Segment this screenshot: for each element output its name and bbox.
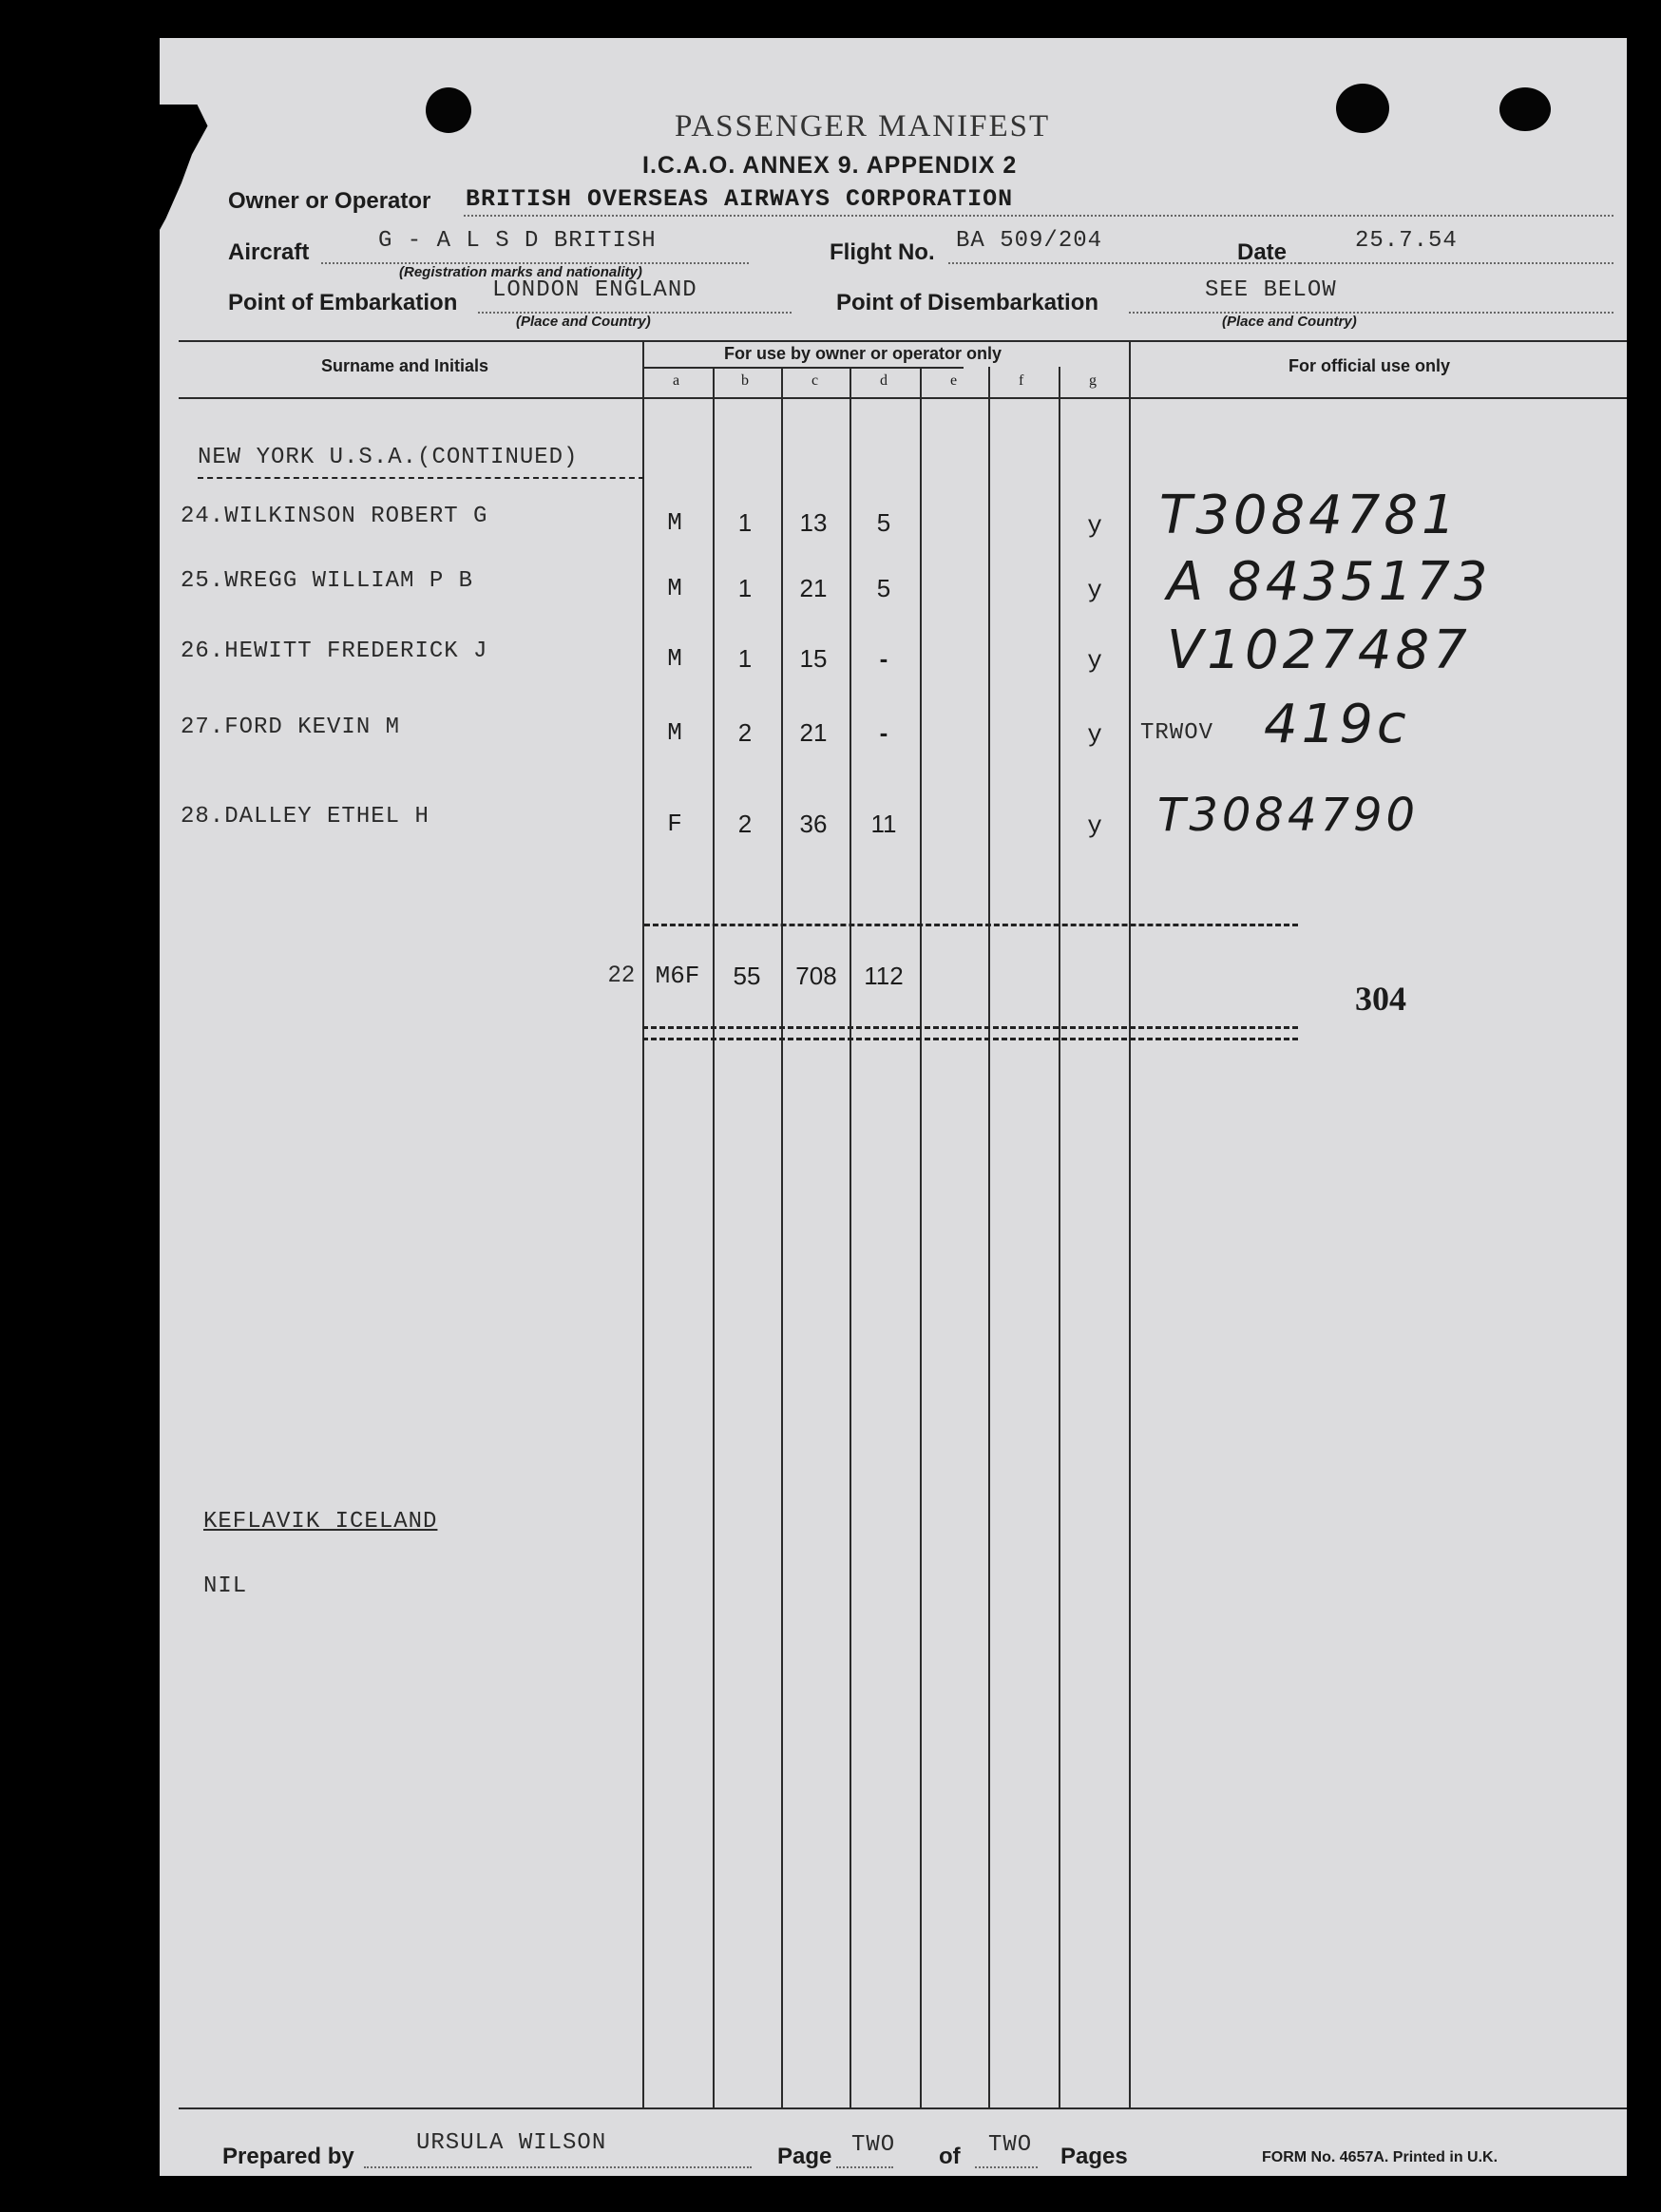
cell-b: 1	[737, 644, 753, 673]
section-heading-keflavik: KEFLAVIK ICELAND	[203, 1509, 438, 1535]
col-divider-bc	[781, 367, 783, 2107]
cell-c: 15	[799, 644, 828, 673]
disembarkation-label: Point of Disembarkation	[836, 290, 1099, 315]
footer-rule	[179, 2107, 1627, 2109]
cell-a: M	[667, 644, 682, 673]
official-passport-no: T3084790	[1157, 789, 1420, 842]
official-header: For official use only	[1289, 356, 1451, 375]
owner-dotted-line	[464, 215, 1613, 217]
official-passport-no: A 8435173	[1167, 551, 1492, 613]
cell-g: y	[1087, 811, 1102, 840]
cell-g: y	[1087, 576, 1102, 604]
cell-d: -	[879, 644, 888, 673]
owner-label: Owner or Operator	[228, 188, 431, 214]
cell-b: 2	[737, 810, 753, 838]
col-letter-c: c	[811, 372, 819, 389]
passenger-name: 24.WILKINSON ROBERT G	[181, 504, 488, 529]
page-dotted-line	[836, 2166, 893, 2168]
form-title: PASSENGER MANIFEST	[675, 109, 1051, 143]
totals-official: 304	[1355, 980, 1406, 1018]
cell-g: y	[1087, 646, 1102, 675]
form-subtitle: I.C.A.O. ANNEX 9. APPENDIX 2	[642, 152, 1018, 179]
passenger-name: 28.DALLEY ETHEL H	[181, 804, 430, 830]
cell-b: 1	[737, 508, 753, 537]
punch-hole-middle	[1336, 84, 1389, 133]
official-passport-no: 419c	[1264, 694, 1410, 755]
cell-a: F	[667, 810, 682, 838]
passenger-name: 27.FORD KEVIN M	[181, 715, 401, 740]
aircraft-value: G - A L S D BRITISH	[378, 228, 657, 254]
cell-a: M	[667, 574, 682, 602]
totals-c: 708	[795, 962, 837, 990]
of-value: TWO	[988, 2132, 1033, 2158]
punch-hole-right	[1499, 87, 1551, 131]
embarkation-label: Point of Embarkation	[228, 290, 458, 315]
totals-top-rule	[644, 924, 1298, 926]
date-label: Date	[1237, 239, 1288, 265]
official-typed-note: TRWOV	[1140, 720, 1214, 746]
cell-c: 36	[799, 810, 828, 838]
col-letter-e: e	[950, 372, 958, 389]
section-heading-new-york: NEW YORK U.S.A.(CONTINUED)	[198, 445, 579, 470]
col-letter-f: f	[1019, 372, 1024, 389]
cell-a: M	[667, 718, 682, 747]
totals-bottom-rule-2	[642, 1038, 1298, 1040]
embarkation-note: (Place and Country)	[516, 314, 651, 330]
page-label: Page	[777, 2144, 832, 2169]
col-divider-name	[642, 340, 644, 2107]
prepared-by-dotted-line	[364, 2166, 752, 2168]
cell-b: 2	[737, 718, 753, 747]
disembarkation-note: (Place and Country)	[1222, 314, 1357, 330]
manifest-page	[160, 38, 1627, 2176]
owner-value: BRITISH OVERSEAS AIRWAYS CORPORATION	[466, 185, 1014, 213]
totals-b: 55	[733, 962, 761, 990]
cell-g: y	[1087, 511, 1102, 540]
form-info: FORM No. 4657A. Printed in U.K.	[1262, 2149, 1499, 2165]
flight-label: Flight No.	[830, 239, 935, 265]
cell-d: 11	[870, 810, 897, 838]
torn-corner	[160, 105, 255, 247]
page-value: TWO	[851, 2132, 896, 2158]
section-keflavik-value: NIL	[203, 1573, 248, 1599]
passenger-name: 26.HEWITT FREDERICK J	[181, 639, 488, 664]
operator-subheader-rule	[642, 367, 964, 369]
of-dotted-line	[975, 2166, 1038, 2168]
col-divider-ab	[713, 367, 715, 2107]
col-divider-de	[920, 367, 922, 2107]
passenger-name: 25.WREGG WILLIAM P B	[181, 568, 474, 594]
col-divider-official	[1129, 340, 1131, 2107]
cell-c: 13	[799, 508, 828, 537]
surname-header: Surname and Initials	[321, 356, 489, 375]
embarkation-value: LONDON ENGLAND	[492, 277, 697, 303]
col-letter-b: b	[741, 372, 749, 389]
aircraft-label: Aircraft	[228, 239, 310, 265]
totals-bottom-rule-1	[642, 1026, 1298, 1029]
of-label: of	[939, 2144, 961, 2169]
col-letter-a: a	[673, 372, 680, 389]
section-heading-underline	[198, 477, 644, 479]
punch-hole-left	[426, 87, 471, 133]
disembarkation-value: SEE BELOW	[1205, 277, 1337, 303]
date-value: 25.7.54	[1355, 228, 1458, 254]
cell-d: 5	[876, 574, 891, 602]
totals-prefix: 22	[608, 962, 636, 987]
prepared-by-label: Prepared by	[222, 2144, 354, 2169]
col-divider-ef	[988, 367, 990, 2107]
disembarkation-dotted-line	[1129, 312, 1613, 314]
cell-a: M	[667, 508, 682, 537]
date-dotted-line	[1300, 262, 1613, 264]
col-letter-d: d	[880, 372, 888, 389]
official-passport-no: V1027487	[1167, 620, 1471, 681]
table-top-rule	[179, 340, 1627, 342]
flight-value: BA 509/204	[956, 228, 1103, 254]
pages-label: Pages	[1060, 2144, 1128, 2169]
cell-d: -	[879, 718, 888, 747]
aircraft-note: (Registration marks and nationality)	[399, 264, 642, 280]
cell-c: 21	[799, 718, 828, 747]
totals-d: 112	[864, 962, 904, 990]
cell-g: y	[1087, 720, 1102, 749]
cell-d: 5	[876, 508, 891, 537]
cell-c: 21	[799, 574, 828, 602]
col-divider-cd	[850, 367, 851, 2107]
prepared-by-value: URSULA WILSON	[416, 2130, 607, 2156]
col-divider-fg	[1059, 367, 1060, 2107]
table-header-rule	[179, 397, 1627, 399]
operator-header: For use by owner or operator only	[724, 344, 1002, 363]
official-passport-no: T3084781	[1159, 485, 1460, 546]
totals-a: M6F	[655, 962, 700, 990]
col-letter-g: g	[1089, 372, 1097, 389]
cell-b: 1	[737, 574, 753, 602]
